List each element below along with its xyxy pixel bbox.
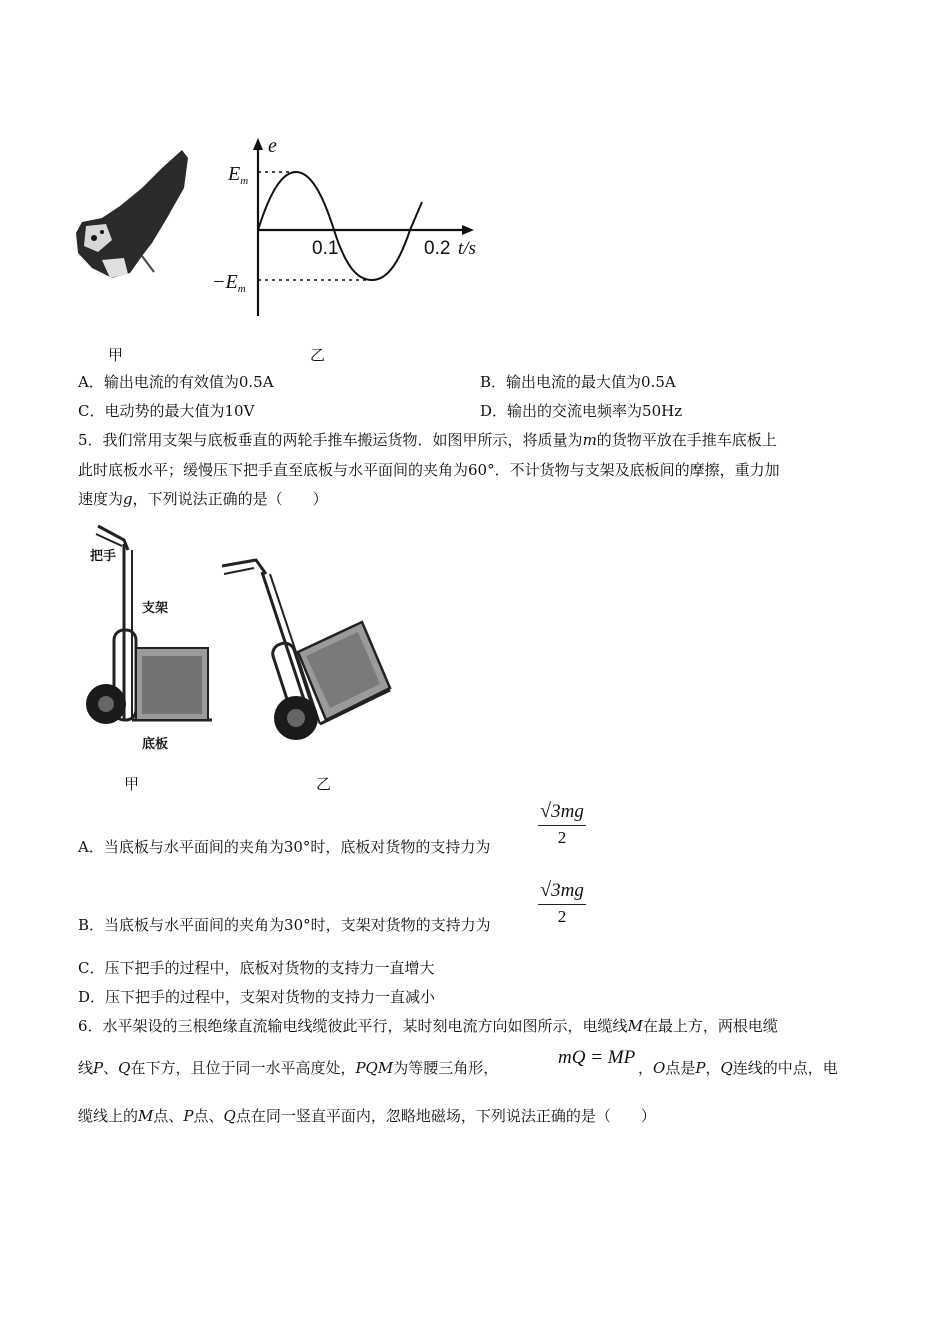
q4-option-c: C．电动势的最大值为10V: [78, 402, 255, 420]
q5-option-a: A．当底板与水平面间的夹角为30°时，底板对货物的支持力为: [78, 838, 491, 856]
label-handle: 把手: [90, 549, 117, 564]
q5-stem-line2: 此时底板水平；缓慢压下把手直至底板与水平面间的夹角为60°．不计货物与支架及底板间的摩擦，重力加: [78, 461, 780, 479]
label-support: 支架: [142, 601, 169, 616]
graph-neg-em-label: $-E_m$: [212, 271, 246, 295]
fig4-caption-left: 甲: [108, 346, 124, 364]
q4-option-a: A．输出电流的有效值为0.5A: [78, 373, 274, 391]
q6-stem-line2-tail: ，O点是P，Q连线的中点，电: [638, 1059, 838, 1077]
generator-hand-figure: [72, 148, 190, 288]
q6-stem-line2: 线P、Q在下方，且位于同一水平高度处，PQM为等腰三角形，: [78, 1059, 499, 1077]
q6-stem-line3: 缆线上的M点、P点、Q点在同一竖直平面内，忽略地磁场，下列说法正确的是（ ）: [78, 1107, 656, 1125]
q6-equation: mQ = MP: [558, 1047, 636, 1068]
graph-x-label: t/s: [458, 238, 476, 259]
q5-option-d: D．压下把手的过程中，支架对货物的支持力一直减小: [78, 988, 436, 1006]
graph-y-label: e: [268, 135, 277, 157]
graph-tick-0-1: 0.1: [312, 238, 339, 259]
q4-option-b: B．输出电流的最大值为0.5A: [480, 373, 676, 391]
q4-option-d: D．输出的交流电频率为50Hz: [480, 402, 683, 420]
q5-stem-line1: 5．我们常用支架与底板垂直的两轮手推车搬运货物．如图甲所示，将质量为m的货物平放在手推车底板上: [78, 431, 777, 449]
graph-tick-0-2: 0.2: [424, 238, 451, 259]
fig5-caption-left: 甲: [124, 775, 140, 793]
emf-time-graph: [212, 132, 502, 322]
q5-option-a-fraction: $\frac{√3mg}{2}$: [540, 800, 584, 847]
fig5-caption-right: 乙: [316, 775, 332, 793]
q5-option-b-fraction: $\frac{√3mg}{2}$: [540, 879, 584, 926]
hand-truck-figure-right: [216, 548, 396, 758]
q6-stem-line1: 6．水平架设的三根绝缘直流输电线缆彼此平行，某时刻电流方向如图所示，电缆线M在最上方，两根电缆: [78, 1017, 778, 1035]
fig4-caption-right: 乙: [310, 346, 326, 364]
label-base: 底板: [142, 737, 169, 752]
q5-stem-line3: 速度为g，下列说法正确的是（ ）: [78, 490, 328, 508]
q5-option-c: C．压下把手的过程中，底板对货物的支持力一直增大: [78, 959, 435, 977]
graph-em-label: $E_m$: [228, 163, 249, 187]
hand-truck-figure-left: [84, 520, 224, 760]
q5-option-b: B．当底板与水平面间的夹角为30°时，支架对货物的支持力为: [78, 916, 491, 934]
